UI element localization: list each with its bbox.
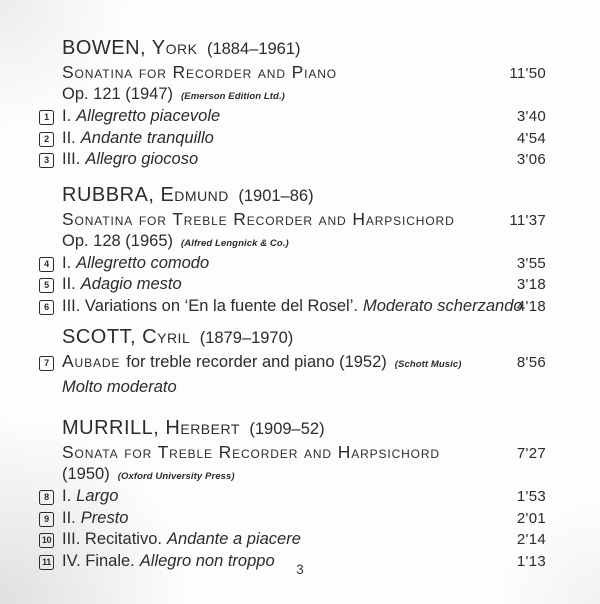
track-row (39, 274, 546, 296)
movement-tempo: Largo (76, 487, 119, 505)
track-number-box: 6 (39, 300, 54, 315)
composer-dates: (1884–1961) (206, 40, 301, 58)
work-duration: 7'27 (516, 445, 546, 462)
track-duration: 3'18 (516, 276, 546, 293)
track-duration: 2'14 (516, 531, 546, 548)
track-duration: 4'54 (516, 129, 546, 147)
composer-name: RUBBRA, Edmund (62, 183, 229, 206)
work-duration: 11'50 (509, 65, 546, 82)
tempo-line (39, 376, 546, 398)
track-row (39, 350, 546, 376)
section-bowen (39, 37, 546, 171)
opus-line (39, 465, 546, 486)
movement-tempo: Allegretto comodo (76, 253, 210, 272)
opus-line (39, 232, 546, 253)
composer-line (39, 184, 546, 208)
track-number-box: 8 (39, 490, 54, 505)
track-row (39, 253, 546, 275)
composer-line (39, 37, 546, 61)
publisher-note: (Oxford University Press) (117, 471, 235, 482)
track-number-box: 5 (39, 278, 54, 293)
movement-tempo: Molto moderato (62, 378, 177, 396)
publisher-note: (Alfred Lengnick & Co.) (181, 237, 289, 249)
work-duration: 8'56 (516, 354, 546, 371)
track-number-box: 7 (39, 356, 54, 371)
movement-number: IV. Finale. (62, 551, 135, 570)
work-title-line (39, 441, 546, 465)
work-title-line (39, 61, 546, 85)
work-title: Aubade (62, 351, 121, 371)
page-number: 3 (296, 562, 304, 577)
movement-number: II. (62, 508, 76, 527)
work-title-line (39, 208, 546, 232)
track-row (39, 508, 546, 530)
composer-line (39, 326, 546, 350)
opus-line (39, 85, 546, 106)
track-duration: 2'01 (516, 509, 546, 527)
publisher-note: (Emerson Edition Ltd.) (181, 91, 285, 102)
movement-tempo: Andante tranquillo (80, 128, 214, 147)
composer-name: SCOTT, Cyril (62, 326, 191, 348)
track-duration: 1'53 (516, 488, 546, 505)
movement-tempo: Moderato scherzando (362, 296, 523, 315)
composer-line (39, 417, 546, 441)
movement-number: I. (62, 487, 72, 505)
track-row (39, 296, 546, 318)
track-row (39, 128, 546, 150)
track-row (39, 529, 546, 551)
composer-name: BOWEN, York (62, 37, 198, 59)
movement-number: III. Variations on ‘En la fuente del Rosel’. (62, 296, 358, 315)
movement-tempo: Andante a piacere (166, 530, 301, 548)
work-year: (1950) (62, 465, 110, 483)
composer-dates: (1909–52) (249, 420, 325, 438)
track-number-box: 10 (39, 533, 54, 548)
movement-number: III. (62, 150, 81, 168)
track-duration: 4'18 (516, 297, 546, 315)
composer-dates: (1901–86) (238, 186, 314, 205)
track-row (39, 486, 546, 508)
track-duration: 3'55 (516, 254, 546, 272)
movement-tempo: Allegro giocoso (85, 150, 199, 168)
track-duration: 3'06 (516, 151, 546, 168)
movement-number: III. Recitativo. (62, 530, 162, 548)
opus-number: Op. 121 (1947) (62, 85, 173, 103)
track-number-box: 2 (39, 132, 54, 147)
composer-name: MURRILL, Herbert (62, 417, 240, 439)
work-duration: 11'37 (509, 211, 546, 229)
track-number-box: 4 (39, 257, 54, 272)
work-title: Sonatina for Treble Recorder and Harpsichord (62, 208, 455, 229)
movement-tempo: Allegro non troppo (139, 551, 275, 570)
track-number-box: 1 (39, 110, 54, 125)
work-subtitle: for treble recorder and piano (1952) (126, 353, 387, 371)
section-scott (39, 326, 546, 398)
movement-tempo: Allegretto piacevole (76, 107, 221, 125)
movement-tempo: Presto (80, 508, 129, 527)
section-rubbra (39, 184, 546, 318)
movement-number: I. (62, 253, 72, 272)
work-title: Sonatina for Recorder and Piano (62, 62, 338, 82)
work-title: Sonata for Treble Recorder and Harpsichord (62, 442, 440, 462)
movement-number: II. (62, 275, 76, 293)
section-murrill (39, 417, 546, 572)
movement-number: I. (62, 107, 72, 125)
track-duration: 3'40 (516, 108, 546, 125)
track-number-box: 3 (39, 153, 54, 168)
composer-dates: (1879–1970) (199, 329, 294, 347)
opus-number: Op. 128 (1965) (62, 231, 173, 250)
track-number-box: 11 (39, 555, 54, 570)
track-row (39, 106, 546, 128)
track-row (39, 149, 546, 171)
movement-tempo: Adagio mesto (80, 275, 182, 293)
track-number-box: 9 (39, 512, 54, 527)
publisher-note: (Schott Music) (394, 359, 462, 370)
track-duration: 1'13 (516, 552, 546, 570)
movement-number: II. (62, 128, 76, 147)
